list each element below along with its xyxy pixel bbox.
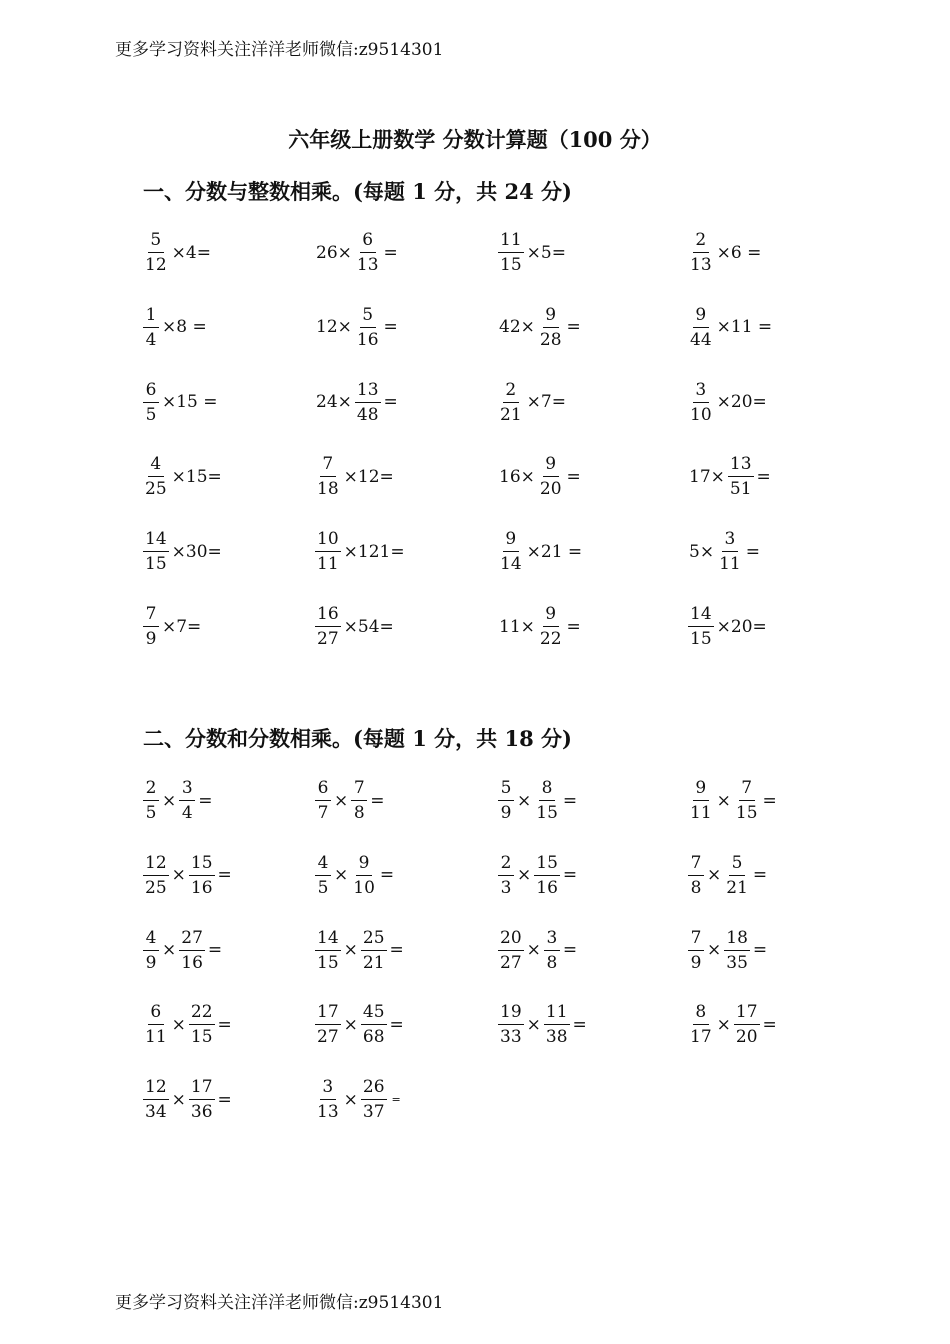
numerator: 5 [729, 851, 745, 876]
denominator: 20 [735, 1027, 758, 1048]
denominator: 9 [145, 952, 157, 973]
operator-text: 11× [499, 616, 535, 637]
numerator: 4 [315, 851, 331, 876]
denominator: 8 [546, 952, 558, 973]
fraction [688, 1000, 714, 1049]
numerator: 2 [693, 228, 709, 253]
fraction [544, 1000, 570, 1049]
problem-item [142, 1075, 234, 1124]
problem-item [142, 452, 224, 501]
fraction [315, 1000, 341, 1049]
numerator: 19 [498, 1000, 524, 1025]
page-title: 六年级上册数学 分数计算题（100 分） [288, 127, 662, 152]
problem-item [497, 851, 579, 900]
numerator: 6 [148, 1000, 164, 1025]
denominator: 11 [145, 1027, 167, 1048]
operator-text: = [379, 865, 395, 886]
operator-text: ×30= [171, 541, 222, 562]
denominator: 8 [353, 803, 365, 823]
page-header: 更多学习资料关注洋洋老师微信:z9514301 [115, 40, 444, 60]
numerator: 27 [179, 926, 205, 951]
fraction [143, 452, 169, 501]
operator-text: = [198, 790, 213, 811]
numerator: 5 [360, 303, 376, 328]
numerator: 2 [498, 851, 514, 876]
denominator: 10 [353, 877, 375, 898]
operator-text: × [171, 1089, 186, 1110]
page-footer: 更多学习资料关注洋洋老师微信:z9514301 [115, 1293, 444, 1313]
problem-item [497, 303, 583, 352]
numerator: 14 [143, 527, 169, 552]
fraction [688, 776, 714, 825]
operator-text: = [370, 790, 385, 811]
problem-item [687, 851, 769, 900]
operator-text: × [171, 1014, 186, 1035]
operator-text: ×4= [171, 242, 211, 263]
denominator: 34 [145, 1102, 167, 1123]
numerator: 3 [544, 926, 560, 951]
problem-item [314, 851, 396, 900]
fraction [498, 1000, 524, 1049]
fraction [189, 1000, 215, 1049]
fraction [315, 1075, 341, 1124]
denominator: 25 [145, 479, 167, 500]
problem-item [142, 851, 234, 900]
numerator: 9 [543, 452, 559, 477]
problem-item [142, 378, 220, 427]
operator-text: 17× [689, 466, 725, 487]
operator-text: = [383, 317, 398, 338]
denominator: 15 [690, 629, 712, 649]
fraction [315, 776, 331, 825]
denominator: 68 [362, 1027, 385, 1048]
denominator: 35 [726, 952, 748, 973]
numerator: 9 [543, 602, 559, 627]
problem-item [687, 452, 773, 501]
denominator: 13 [317, 1102, 339, 1123]
operator-text: = [217, 865, 232, 886]
operator-text: = [391, 1093, 401, 1107]
operator-text: 12× [316, 317, 352, 338]
operator-text: ×121= [343, 541, 405, 562]
problem-item [142, 228, 213, 277]
numerator: 7 [688, 926, 704, 951]
problem-item [314, 527, 407, 576]
fraction [534, 776, 560, 825]
fraction [498, 851, 514, 900]
denominator: 33 [500, 1027, 522, 1048]
fraction [143, 926, 159, 975]
numerator: 9 [543, 303, 559, 328]
fraction [143, 776, 159, 825]
operator-text: × [716, 1014, 731, 1035]
denominator: 13 [356, 255, 379, 275]
denominator: 14 [500, 554, 522, 575]
fraction [538, 303, 564, 352]
problem-item [142, 527, 224, 576]
problem-item [314, 378, 400, 427]
fraction [538, 452, 564, 501]
numerator: 6 [315, 776, 331, 801]
fraction [355, 228, 381, 277]
operator-text: ×20= [716, 616, 767, 637]
operator-text: × [707, 940, 722, 961]
denominator: 18 [317, 479, 339, 500]
fraction [688, 378, 714, 427]
problem-item [687, 527, 762, 576]
operator-text: ×20= [716, 392, 767, 413]
numerator: 4 [148, 452, 164, 477]
numerator: 22 [189, 1000, 215, 1025]
problem-item [687, 602, 769, 651]
numerator: 3 [320, 1075, 336, 1100]
numerator: 17 [734, 1000, 760, 1025]
fraction [361, 926, 387, 975]
operator-text: × [171, 865, 186, 886]
operator-text: ×11 = [716, 317, 773, 338]
operator-text: ×5= [526, 242, 566, 263]
fraction [688, 926, 704, 975]
problem-item [314, 1075, 403, 1124]
fraction [498, 776, 514, 825]
numerator: 13 [355, 378, 381, 403]
problem-item [497, 378, 568, 427]
numerator: 17 [315, 1000, 341, 1025]
denominator: 3 [500, 877, 512, 898]
fraction [688, 851, 704, 900]
operator-text: = [752, 940, 768, 961]
fraction [143, 1000, 169, 1049]
denominator: 15 [536, 803, 558, 823]
denominator: 13 [690, 255, 712, 275]
operator-text: = [389, 940, 404, 961]
fraction [143, 1075, 169, 1124]
denominator: 20 [539, 479, 562, 500]
numerator: 9 [356, 851, 372, 876]
denominator: 25 [145, 877, 167, 898]
operator-text: = [217, 1014, 232, 1035]
problem-item [314, 602, 396, 651]
operator-text: 24× [316, 392, 352, 413]
fraction [498, 926, 524, 975]
numerator: 8 [693, 1000, 709, 1025]
fraction [724, 926, 750, 975]
numerator: 10 [315, 527, 341, 552]
problem-item [687, 926, 769, 975]
problem-item [497, 776, 579, 825]
numerator: 4 [143, 926, 159, 951]
problem-item [142, 602, 203, 651]
fraction [315, 527, 341, 576]
denominator: 7 [317, 803, 329, 823]
numerator: 1 [143, 303, 159, 328]
operator-text: = [566, 616, 581, 637]
problem-item [497, 228, 568, 277]
problem-item [497, 527, 584, 576]
operator-text: = [562, 790, 578, 811]
section-2-title: 二、分数和分数相乘。(每题 1 分，共 18 分) [143, 726, 572, 751]
operator-text: × [162, 940, 177, 961]
operator-text: × [343, 940, 358, 961]
denominator: 27 [500, 952, 522, 973]
operator-text: × [526, 940, 541, 961]
operator-text: ×15 = [162, 392, 218, 413]
fraction [534, 851, 560, 900]
operator-text: × [517, 790, 532, 811]
operator-text: ×21 = [526, 541, 583, 562]
numerator: 5 [148, 228, 164, 253]
denominator: 16 [190, 877, 213, 898]
denominator: 5 [145, 803, 157, 823]
operator-text: × [707, 865, 722, 886]
denominator: 11 [317, 554, 339, 575]
numerator: 26 [361, 1075, 387, 1100]
operator-text: × [716, 790, 731, 811]
operator-text: = [745, 541, 760, 562]
denominator: 5 [145, 404, 157, 425]
numerator: 13 [728, 452, 754, 477]
fraction [544, 926, 560, 975]
numerator: 6 [143, 378, 159, 403]
operator-text: ×7= [526, 392, 566, 413]
fraction [361, 1075, 387, 1124]
denominator: 10 [690, 404, 712, 425]
numerator: 12 [143, 851, 169, 876]
denominator: 22 [539, 629, 562, 649]
operator-text: 42× [499, 317, 535, 338]
numerator: 11 [498, 228, 524, 253]
numerator: 9 [503, 527, 519, 552]
operator-text: = [562, 865, 578, 886]
numerator: 12 [143, 1075, 169, 1100]
fraction [355, 378, 381, 427]
operator-text: ×8 = [162, 317, 207, 338]
denominator: 38 [545, 1027, 568, 1048]
denominator: 15 [500, 255, 522, 275]
problem-item [142, 776, 215, 825]
fraction [315, 452, 341, 501]
denominator: 27 [317, 629, 339, 649]
fraction [734, 1000, 760, 1049]
operator-text: = [566, 317, 581, 338]
problem-item [314, 452, 396, 501]
fraction [351, 851, 377, 900]
problem-item [314, 1000, 406, 1049]
operator-text: × [334, 865, 349, 886]
section-1-title: 一、分数与整数相乘。(每题 1 分，共 24 分) [143, 179, 572, 204]
fraction [355, 303, 381, 352]
numerator: 9 [693, 303, 709, 328]
problem-item [314, 228, 400, 277]
denominator: 21 [362, 952, 385, 973]
operator-text: × [343, 1014, 358, 1035]
fraction [688, 303, 714, 352]
denominator: 5 [317, 877, 329, 898]
fraction [143, 602, 159, 651]
operator-text: ×15= [171, 466, 222, 487]
denominator: 4 [181, 803, 193, 823]
operator-text: = [383, 392, 398, 413]
problem-item [142, 926, 224, 975]
numerator: 6 [360, 228, 376, 253]
fraction [143, 303, 159, 352]
fraction [143, 851, 169, 900]
fraction [688, 602, 714, 651]
operator-text: 16× [499, 466, 535, 487]
fraction [717, 527, 743, 576]
operator-text: × [162, 790, 177, 811]
fraction [724, 851, 750, 900]
numerator: 14 [315, 926, 341, 951]
operator-text: = [752, 865, 768, 886]
denominator: 15 [317, 952, 339, 973]
denominator: 16 [181, 952, 203, 973]
problem-item [687, 303, 774, 352]
problem-item [687, 228, 763, 277]
fraction [315, 926, 341, 975]
numerator: 2 [503, 378, 519, 403]
operator-text: = [207, 940, 223, 961]
denominator: 16 [356, 329, 379, 350]
numerator: 7 [739, 776, 755, 801]
numerator: 15 [534, 851, 560, 876]
numerator: 3 [722, 527, 738, 552]
numerator: 8 [539, 776, 555, 801]
denominator: 11 [719, 554, 741, 575]
denominator: 8 [690, 877, 702, 898]
numerator: 9 [693, 776, 709, 801]
operator-text: × [526, 1014, 541, 1035]
fraction [189, 851, 215, 900]
numerator: 25 [361, 926, 387, 951]
operator-text: = [389, 1014, 404, 1035]
fraction [498, 228, 524, 277]
operator-text: ×7= [162, 616, 202, 637]
denominator: 9 [690, 952, 702, 973]
operator-text: ×54= [343, 616, 394, 637]
denominator: 9 [145, 629, 157, 649]
fraction [361, 1000, 387, 1049]
problem-item [497, 452, 583, 501]
denominator: 37 [362, 1102, 385, 1123]
fraction [315, 602, 341, 651]
numerator: 7 [143, 602, 159, 627]
problem-item [687, 776, 779, 825]
problem-item [497, 1000, 589, 1049]
numerator: 5 [498, 776, 514, 801]
fraction [143, 527, 169, 576]
denominator: 11 [690, 803, 712, 823]
operator-text: × [343, 1089, 358, 1110]
numerator: 20 [498, 926, 524, 951]
operator-text: = [762, 1014, 777, 1035]
numerator: 18 [724, 926, 750, 951]
fraction [351, 776, 367, 825]
denominator: 48 [356, 404, 379, 425]
denominator: 15 [735, 803, 758, 823]
denominator: 28 [539, 329, 562, 350]
operator-text: × [334, 790, 349, 811]
fraction [688, 228, 714, 277]
fraction [728, 452, 754, 501]
fraction [498, 527, 524, 576]
numerator: 2 [143, 776, 159, 801]
fraction [315, 851, 331, 900]
numerator: 17 [189, 1075, 215, 1100]
problem-item [497, 602, 583, 651]
denominator: 12 [145, 255, 167, 275]
numerator: 3 [693, 378, 709, 403]
operator-text: ×6 = [716, 242, 762, 263]
fraction [189, 1075, 215, 1124]
problem-item [497, 926, 579, 975]
operator-text: 26× [316, 242, 352, 263]
operator-text: = [762, 790, 777, 811]
operator-text: = [217, 1089, 232, 1110]
problem-item [142, 1000, 234, 1049]
operator-text: ×12= [343, 466, 394, 487]
numerator: 16 [315, 602, 341, 627]
numerator: 7 [688, 851, 704, 876]
fraction [498, 378, 524, 427]
numerator: 11 [544, 1000, 570, 1025]
numerator: 7 [351, 776, 367, 801]
numerator: 45 [361, 1000, 387, 1025]
operator-text: = [756, 466, 771, 487]
fraction [143, 378, 159, 427]
problem-item [314, 926, 406, 975]
fraction [734, 776, 760, 825]
fraction [143, 228, 169, 277]
denominator: 9 [500, 803, 512, 823]
denominator: 15 [190, 1027, 213, 1048]
operator-text: = [566, 466, 581, 487]
problem-item [314, 776, 387, 825]
problem-item [687, 1000, 779, 1049]
problem-item [687, 378, 769, 427]
denominator: 27 [317, 1027, 339, 1048]
operator-text: = [383, 242, 398, 263]
denominator: 36 [190, 1102, 213, 1123]
problem-item [314, 303, 400, 352]
numerator: 15 [189, 851, 215, 876]
denominator: 51 [729, 479, 752, 500]
denominator: 21 [726, 877, 748, 898]
operator-text: = [562, 940, 578, 961]
denominator: 21 [500, 404, 522, 425]
problem-item [142, 303, 209, 352]
denominator: 15 [145, 554, 167, 575]
operator-text: = [572, 1014, 587, 1035]
denominator: 17 [690, 1027, 712, 1048]
denominator: 16 [536, 877, 558, 898]
fraction [179, 776, 195, 825]
fraction [538, 602, 564, 651]
operator-text: × [517, 865, 532, 886]
numerator: 3 [179, 776, 195, 801]
numerator: 14 [688, 602, 714, 627]
operator-text: 5× [689, 541, 715, 562]
numerator: 7 [320, 452, 336, 477]
denominator: 4 [145, 329, 157, 350]
denominator: 44 [690, 329, 712, 350]
fraction [179, 926, 205, 975]
